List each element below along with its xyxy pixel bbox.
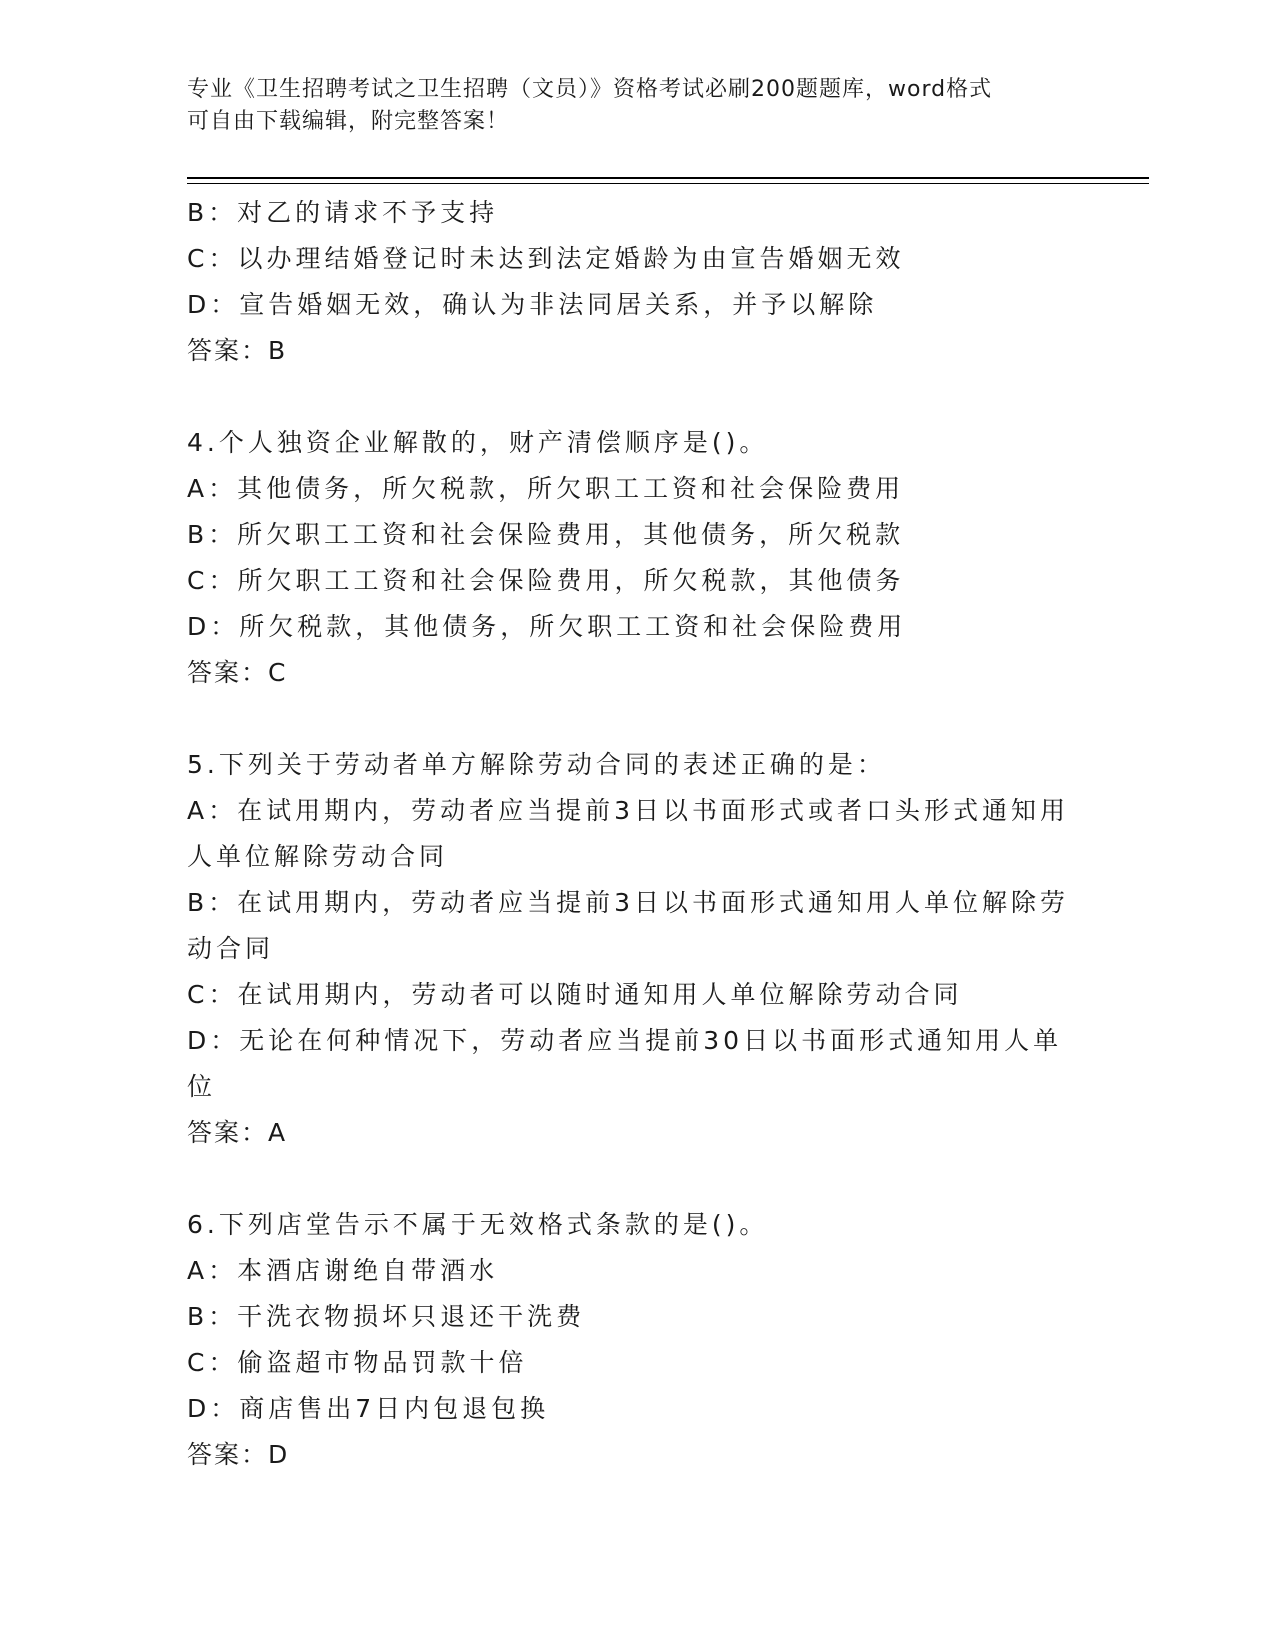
question-3-continued (187, 190, 1087, 374)
question-list (187, 190, 1087, 1478)
option-c: C：偷盗超市物品罚款十倍 (187, 1348, 528, 1377)
question-stem: 6.下列店堂告示不属于无效格式条款的是()。 (187, 1210, 769, 1239)
option-b: B：对乙的请求不予支持 (187, 198, 499, 227)
option-b: B：所欠职工工资和社会保险费用，其他债务，所欠税款 (187, 520, 905, 549)
answer: 答案：B (187, 336, 288, 365)
option-a: A：本酒店谢绝自带酒水 (187, 1256, 499, 1285)
option-c: C：以办理结婚登记时未达到法定婚龄为由宣告婚姻无效 (187, 244, 905, 273)
option-c: C：所欠职工工资和社会保险费用，所欠税款，其他债务 (187, 566, 905, 595)
header-line-2: 可自由下载编辑，附完整答案！ (187, 109, 510, 134)
option-a: A：在试用期内，劳动者应当提前3日以书面形式或者口头形式通知用 (187, 796, 1070, 825)
header-rule-thin (187, 183, 1149, 184)
option-d: D：宣告婚姻无效，确认为非法同居关系，并予以解除 (187, 290, 878, 319)
option-d: D：无论在何种情况下，劳动者应当提前30日以书面形式通知用人单 (187, 1026, 1063, 1055)
question-5 (187, 742, 1087, 1156)
header-rule-thick (187, 177, 1149, 179)
option-b: B：干洗衣物损坏只退还干洗费 (187, 1302, 586, 1331)
answer: 答案：A (187, 1118, 288, 1147)
option-d: D：商店售出7日内包退包换 (187, 1394, 550, 1423)
option-b: B：在试用期内，劳动者应当提前3日以书面形式通知用人单位解除劳 (187, 888, 1070, 917)
question-6 (187, 1202, 1087, 1478)
question-stem: 5.下列关于劳动者单方解除劳动合同的表述正确的是： (187, 750, 886, 779)
option-d-continued: 位 (187, 1072, 217, 1101)
option-a-continued: 人单位解除劳动合同 (187, 842, 449, 871)
header-line-1: 专业《卫生招聘考试之卫生招聘（文员）》资格考试必刷200题题库，word格式 (187, 77, 993, 102)
option-b-continued: 动合同 (187, 934, 275, 963)
question-stem: 4.个人独资企业解散的，财产清偿顺序是()。 (187, 428, 769, 457)
option-c: C：在试用期内，劳动者可以随时通知用人单位解除劳动合同 (187, 980, 963, 1009)
document-header (187, 74, 1087, 138)
answer: 答案：D (187, 1440, 290, 1469)
option-d: D：所欠税款，其他债务，所欠职工工资和社会保险费用 (187, 612, 907, 641)
option-a: A：其他债务，所欠税款，所欠职工工资和社会保险费用 (187, 474, 905, 503)
answer: 答案：C (187, 658, 288, 687)
question-4 (187, 420, 1087, 696)
